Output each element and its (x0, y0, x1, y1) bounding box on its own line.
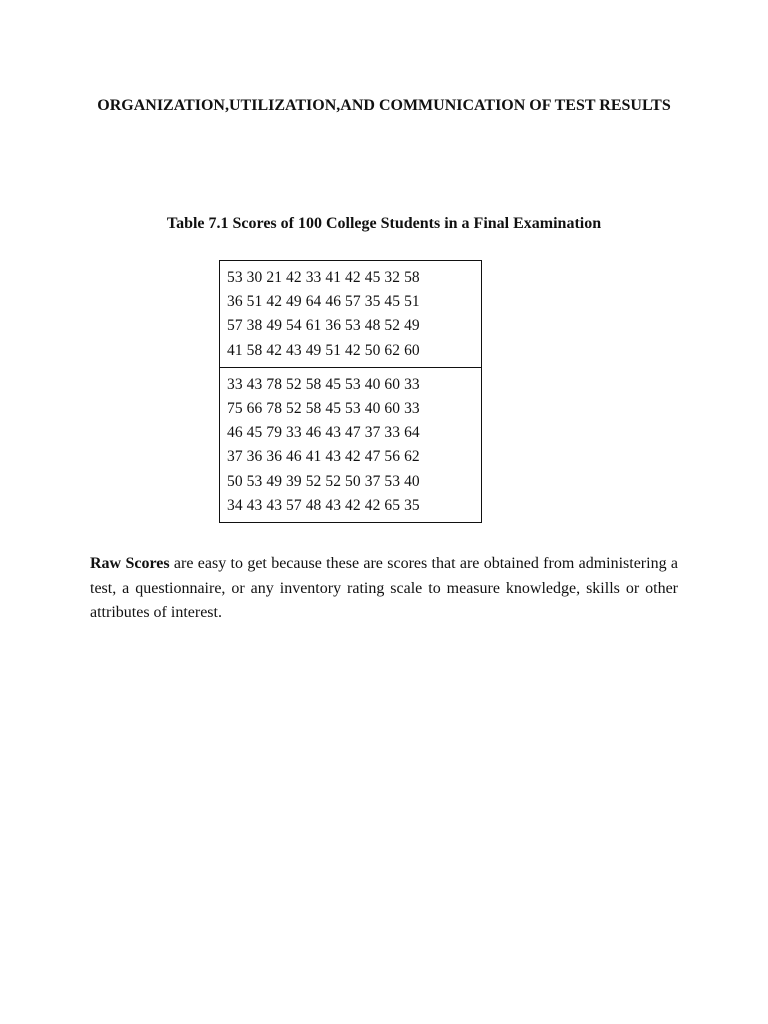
score-row: 37 36 36 46 41 43 42 47 56 62 (227, 448, 420, 466)
score-row: 46 45 79 33 46 43 47 37 33 64 (227, 424, 420, 442)
raw-scores-term: Raw Scores (90, 555, 170, 572)
table-caption: Table 7.1 Scores of 100 College Students in a Final Examination (166, 215, 602, 232)
score-row: 57 38 49 54 61 36 53 48 52 49 (227, 317, 420, 335)
score-row: 50 53 49 39 52 52 50 37 53 40 (227, 472, 420, 490)
score-row: 33 43 78 52 58 45 53 40 60 33 (227, 375, 420, 393)
score-row: 75 66 78 52 58 45 53 40 60 33 (227, 400, 420, 418)
scores-block-2 (220, 367, 481, 522)
score-row: 36 51 42 49 64 46 57 35 45 51 (227, 293, 420, 311)
page-heading: ORGANIZATION,UTILIZATION,AND COMMUNICATION OF TEST RESULTS (97, 97, 671, 114)
score-row: 34 43 43 57 48 43 42 42 65 35 (227, 496, 420, 514)
scores-block-1 (220, 261, 481, 367)
raw-scores-definition: are easy to get because these are scores that are obtained from administering a test, a questionnaire, or any inventory rating scale to measure knowledge, skills or other attributes of interest. (90, 555, 679, 621)
score-row: 41 58 42 43 49 51 42 50 62 60 (227, 341, 420, 359)
scores-table (219, 260, 482, 523)
score-row: 53 30 21 42 33 41 42 45 32 58 (227, 269, 420, 286)
raw-scores-paragraph (90, 552, 678, 626)
